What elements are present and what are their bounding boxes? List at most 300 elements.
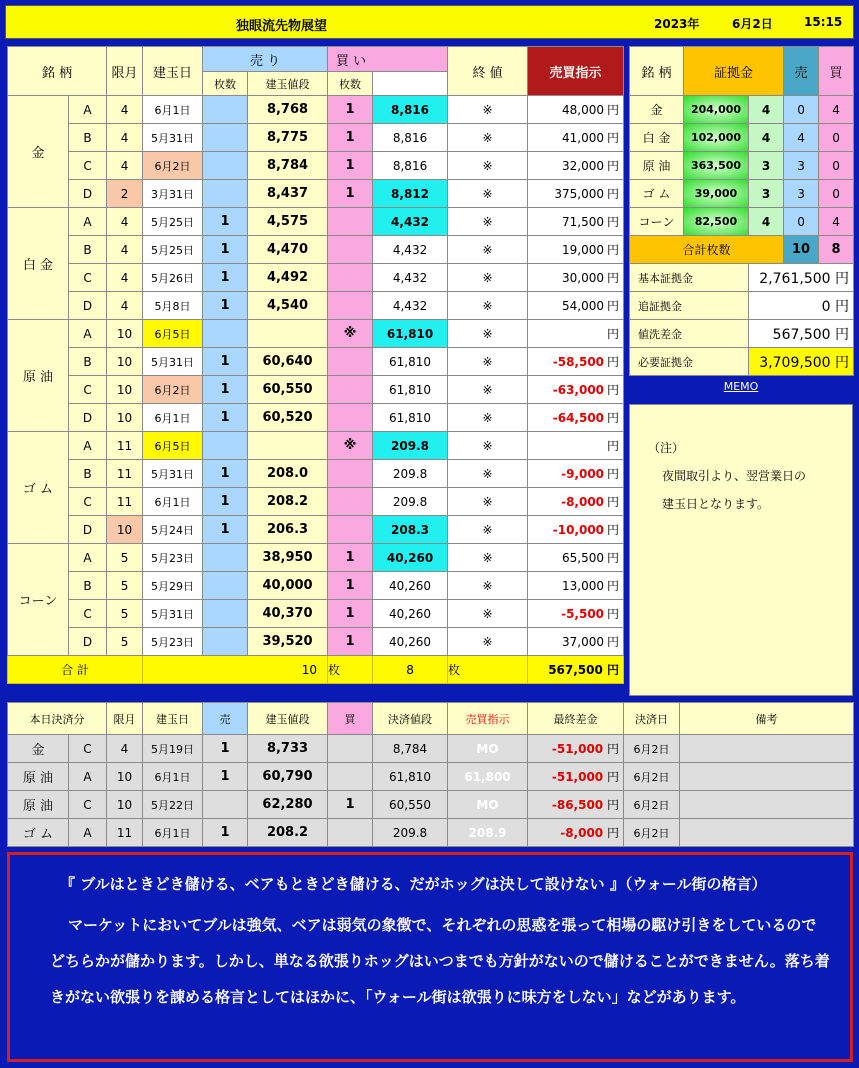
total-buy-unit: 枚: [448, 656, 528, 684]
contract-month: 5: [107, 572, 143, 600]
total-sell-unit: 枚: [328, 656, 373, 684]
buy-count: [328, 460, 373, 488]
contract-month: 11: [107, 432, 143, 460]
open-price: 4,575: [248, 208, 328, 236]
contract-month: 4: [107, 124, 143, 152]
buy-count: [328, 516, 373, 544]
sell-count: [203, 432, 248, 460]
side-buy-count: 0: [819, 124, 854, 152]
positions-table: [7, 46, 624, 684]
sell-count: 1: [203, 735, 248, 763]
closed-col-sell: 売: [203, 703, 248, 735]
position-row: [8, 600, 624, 628]
open-price: 39,520: [248, 628, 328, 656]
closed-col-price: 建玉値段: [248, 703, 328, 735]
sell-count: [203, 628, 248, 656]
total-count-label: 合計枚数: [630, 236, 784, 264]
contract-label: A: [69, 208, 107, 236]
trade-instruction: MO: [448, 791, 528, 819]
buy-count: [328, 404, 373, 432]
deposit-count: 4: [749, 208, 784, 236]
pnl-cell: [528, 460, 624, 488]
contract-month: 5: [107, 600, 143, 628]
commodity-name: 白 金: [8, 208, 69, 320]
col-close: 終 値: [448, 47, 528, 96]
settle-price: 209.8: [373, 819, 448, 847]
pnl-value: -10,000: [552, 523, 605, 537]
contract-month: 4: [107, 735, 143, 763]
closed-row: [8, 819, 854, 847]
summary-value: 3,709,500: [759, 354, 831, 371]
sell-count: 1: [203, 819, 248, 847]
side-sell-count: 3: [784, 152, 819, 180]
settle-date: 6月2日: [624, 735, 680, 763]
pnl-value: 30,000: [562, 271, 605, 285]
position-row: [8, 404, 624, 432]
settle-price: 8,784: [373, 735, 448, 763]
contract-label: B: [69, 572, 107, 600]
open-date: 5月19日: [143, 735, 203, 763]
summary-row: [630, 348, 854, 376]
position-row: [8, 572, 624, 600]
pnl-value: -8,000: [561, 495, 605, 509]
close-price: 4,432: [373, 292, 448, 320]
trade-instruction[interactable]: ※: [448, 628, 528, 656]
open-date: 6月2日: [143, 152, 203, 180]
contract-label: A: [69, 544, 107, 572]
yen-unit: 円: [835, 270, 850, 287]
close-price: 4,432: [373, 236, 448, 264]
commodity-name: 金: [8, 96, 69, 208]
side-col-buy: 買: [819, 47, 854, 96]
sell-count: 1: [203, 516, 248, 544]
pnl-cell: [528, 488, 624, 516]
buy-count: 1: [328, 152, 373, 180]
commodity-name: ゴ ム: [8, 432, 69, 544]
trade-instruction[interactable]: ※: [448, 488, 528, 516]
trade-instruction[interactable]: ※: [448, 208, 528, 236]
contract-month: 4: [107, 264, 143, 292]
buy-count: [328, 735, 373, 763]
close-price: 40,260: [373, 628, 448, 656]
open-price: 62,280: [248, 791, 328, 819]
position-row: [8, 124, 624, 152]
side-buy-count: 0: [819, 152, 854, 180]
position-row: [8, 208, 624, 236]
open-price: 60,550: [248, 376, 328, 404]
contract-month: 11: [107, 460, 143, 488]
contract-month: 4: [107, 96, 143, 124]
contract-month: 10: [107, 376, 143, 404]
side-col-sell: 売: [784, 47, 819, 96]
margin-row: [630, 124, 854, 152]
open-price: 206.3: [248, 516, 328, 544]
sell-count: [203, 180, 248, 208]
title-bar: [5, 5, 854, 39]
closed-row: [8, 763, 854, 791]
open-price: 60,640: [248, 348, 328, 376]
summary-row: [630, 292, 854, 320]
notes: [680, 819, 854, 847]
open-date: 5月24日: [143, 516, 203, 544]
sell-count: 1: [203, 763, 248, 791]
contract-month: 4: [107, 152, 143, 180]
trade-instruction[interactable]: ※: [448, 348, 528, 376]
position-row: [8, 236, 624, 264]
final-pnl: -51,000: [551, 770, 604, 784]
total-sell-count: 10: [784, 236, 819, 264]
commodity-name: ゴ ム: [8, 819, 69, 847]
margin-table: [629, 46, 854, 376]
col-price: 建玉値段: [248, 72, 328, 96]
open-price: 208.0: [248, 460, 328, 488]
summary-label: 必要証拠金: [630, 348, 749, 376]
trade-instruction[interactable]: ※: [448, 124, 528, 152]
trade-instruction[interactable]: ※: [448, 572, 528, 600]
contract-label: B: [69, 348, 107, 376]
contract-label: C: [69, 488, 107, 516]
yen-unit: 円: [607, 663, 620, 677]
open-date: 5月31日: [143, 348, 203, 376]
commodity-name: 原 油: [8, 320, 69, 432]
open-date: 6月1日: [143, 488, 203, 516]
sell-count: 1: [203, 208, 248, 236]
position-row: [8, 96, 624, 124]
contract-month: 11: [107, 488, 143, 516]
buy-count: 1: [328, 791, 373, 819]
contract-label: A: [69, 763, 107, 791]
yen-unit: 円: [607, 467, 620, 481]
summary-row: [630, 264, 854, 292]
side-sell-count: 0: [784, 208, 819, 236]
close-price: 8,816: [373, 96, 448, 124]
yen-unit: 円: [607, 523, 620, 537]
close-price: 61,810: [373, 348, 448, 376]
open-date: 6月1日: [143, 819, 203, 847]
final-pnl: -8,000: [560, 826, 604, 840]
memo-line: 夜間取引より、翌営業日の: [662, 469, 807, 483]
final-pnl-cell: [528, 735, 624, 763]
pnl-cell: [528, 404, 624, 432]
notes: [680, 763, 854, 791]
commodity-name: 原 油: [8, 791, 69, 819]
open-date: 5月29日: [143, 572, 203, 600]
sell-count: 1: [203, 404, 248, 432]
side-sell-count: 3: [784, 180, 819, 208]
open-date: 6月1日: [143, 763, 203, 791]
close-price: 209.8: [373, 460, 448, 488]
final-pnl: -51,000: [551, 742, 604, 756]
deposit-value: 39,000: [684, 180, 749, 208]
trade-instruction[interactable]: ※: [448, 600, 528, 628]
position-row: [8, 320, 624, 348]
open-date: 5月23日: [143, 544, 203, 572]
deposit-value: 82,500: [684, 208, 749, 236]
buy-count: [328, 208, 373, 236]
closed-col-settle: 決済値段: [373, 703, 448, 735]
open-date: 6月5日: [143, 432, 203, 460]
pnl-cell: [528, 628, 624, 656]
buy-count: 1: [328, 180, 373, 208]
sell-count: 1: [203, 460, 248, 488]
yen-unit: 円: [606, 770, 619, 784]
side-sell-count: 4: [784, 124, 819, 152]
contract-month: 4: [107, 208, 143, 236]
trade-instruction: 208.9: [448, 819, 528, 847]
pnl-cell: [528, 376, 624, 404]
trade-instruction-button[interactable]: 売買指示: [528, 47, 624, 96]
yen-unit: 円: [607, 635, 620, 649]
contract-month: 10: [107, 763, 143, 791]
col-sell-count: 枚数: [203, 72, 248, 96]
close-price: 4,432: [373, 264, 448, 292]
close-price: 209.8: [373, 432, 448, 460]
contract-month: 10: [107, 348, 143, 376]
pnl-cell: [528, 208, 624, 236]
deposit-count: 4: [749, 96, 784, 124]
commodity-name: コーン: [8, 544, 69, 656]
contract-label: D: [69, 180, 107, 208]
trade-instruction[interactable]: ※: [448, 376, 528, 404]
summary-value: 567,500: [772, 326, 831, 343]
yen-unit: 円: [607, 355, 620, 369]
position-row: [8, 516, 624, 544]
open-price: 60,520: [248, 404, 328, 432]
deposit-count: 3: [749, 180, 784, 208]
pnl-cell: [528, 264, 624, 292]
summary-value-cell: [749, 348, 854, 376]
contract-label: B: [69, 124, 107, 152]
close-price: 61,810: [373, 320, 448, 348]
sell-count: [203, 572, 248, 600]
closed-row: [8, 791, 854, 819]
open-price: 8,784: [248, 152, 328, 180]
open-date: 5月25日: [143, 236, 203, 264]
contract-label: A: [69, 432, 107, 460]
yen-unit: 円: [607, 271, 620, 285]
pnl-value: 375,000: [554, 187, 605, 201]
open-price: 4,540: [248, 292, 328, 320]
side-sell-count: 0: [784, 96, 819, 124]
sell-count: 1: [203, 376, 248, 404]
open-price: 8,733: [248, 735, 328, 763]
sell-count: [203, 544, 248, 572]
close-price: 8,812: [373, 180, 448, 208]
trade-instruction: 61,800: [448, 763, 528, 791]
col-buy-count: 枚数: [328, 72, 373, 96]
contract-month: 4: [107, 236, 143, 264]
settle-date: 6月2日: [624, 791, 680, 819]
buy-count: [328, 348, 373, 376]
yen-unit: 円: [607, 103, 620, 117]
trade-instruction[interactable]: ※: [448, 292, 528, 320]
close-price: 61,810: [373, 404, 448, 432]
side-col-deposit: 証拠金: [684, 47, 784, 96]
contract-label: D: [69, 628, 107, 656]
position-row: [8, 376, 624, 404]
contract-month: 10: [107, 516, 143, 544]
contract-month: 10: [107, 791, 143, 819]
buy-count: ※: [328, 432, 373, 460]
open-date: 5月26日: [143, 264, 203, 292]
summary-label: 基本証拠金: [630, 264, 749, 292]
sell-count: 1: [203, 292, 248, 320]
yen-unit: 円: [607, 299, 620, 313]
closed-col-name: 本日決済分: [8, 703, 107, 735]
notes: [680, 735, 854, 763]
trade-instruction: MO: [448, 735, 528, 763]
yen-unit: 円: [606, 798, 619, 812]
open-price: 4,470: [248, 236, 328, 264]
yen-unit: 円: [835, 326, 850, 343]
final-pnl-cell: [528, 791, 624, 819]
position-row: [8, 348, 624, 376]
buy-count: 1: [328, 600, 373, 628]
closed-col-month: 限月: [107, 703, 143, 735]
position-row: [8, 460, 624, 488]
trade-instruction[interactable]: ※: [448, 516, 528, 544]
date-label: 6月2日: [732, 17, 773, 31]
close-price: 61,810: [373, 376, 448, 404]
sell-count: [203, 791, 248, 819]
total-row: [8, 656, 624, 684]
pnl-cell: [528, 152, 624, 180]
side-col-meigara: 銘 柄: [630, 47, 684, 96]
open-price: 40,000: [248, 572, 328, 600]
commodity-name: コーン: [630, 208, 684, 236]
pnl-value: 54,000: [562, 299, 605, 313]
open-price: 8,768: [248, 96, 328, 124]
pnl-value: 48,000: [562, 103, 605, 117]
trade-instruction[interactable]: ※: [448, 544, 528, 572]
pnl-value: 65,500: [562, 551, 605, 565]
open-date: 6月2日: [143, 376, 203, 404]
buy-count: [328, 763, 373, 791]
position-row: [8, 152, 624, 180]
close-price: 8,816: [373, 152, 448, 180]
open-price: 208.2: [248, 488, 328, 516]
yen-unit: 円: [607, 495, 620, 509]
trade-instruction[interactable]: ※: [448, 180, 528, 208]
deposit-value: 363,500: [684, 152, 749, 180]
trade-instruction[interactable]: ※: [448, 236, 528, 264]
buy-count: [328, 292, 373, 320]
total-pnl: 567,500: [548, 663, 603, 677]
margin-total-row: [630, 236, 854, 264]
commodity-name: 原 油: [630, 152, 684, 180]
close-price: 8,816: [373, 124, 448, 152]
pnl-cell: [528, 572, 624, 600]
closed-col-buy: 買: [328, 703, 373, 735]
side-buy-count: 4: [819, 208, 854, 236]
commodity-name: 白 金: [630, 124, 684, 152]
margin-row: [630, 180, 854, 208]
total-sell: 10: [143, 656, 328, 684]
open-date: 6月1日: [143, 96, 203, 124]
commodity-name: 原 油: [8, 763, 69, 791]
summary-value-cell: [749, 292, 854, 320]
position-row: [8, 432, 624, 460]
summary-value-cell: [749, 320, 854, 348]
trade-instruction[interactable]: ※: [448, 320, 528, 348]
contract-month: 2: [107, 180, 143, 208]
contract-label: A: [69, 96, 107, 124]
yen-unit: 円: [607, 383, 620, 397]
closed-col-date: 建玉日: [143, 703, 203, 735]
position-row: [8, 292, 624, 320]
pnl-value: 13,000: [562, 579, 605, 593]
quote-body: マーケットにおいてブルは強気、ベアは弱気の象徴で、それぞれの思惑を張って相場の駆け引きをしているのでどちらかが儲かります。しかし、単なる欲張りホッグはいつまでも方針がないので儲けることができません。落ち着きがない欲張りを諌める格言としてはほかに、「ウォール街は欲張りに味方をしない」などがあります。: [50, 916, 830, 1006]
total-label: 合 計: [8, 656, 143, 684]
pnl-cell: [528, 180, 624, 208]
total-buy: 8: [373, 656, 448, 684]
memo-line: 建玉日となります。: [662, 497, 770, 511]
margin-row: [630, 152, 854, 180]
quote-title: 『 ブルはときどき儲ける、ベアもときどき儲ける、だがホッグは決して設けない 』（ウォール街の格言）: [60, 875, 767, 893]
contract-label: C: [69, 264, 107, 292]
yen-unit: 円: [606, 742, 619, 756]
final-pnl-cell: [528, 763, 624, 791]
close-price: 40,260: [373, 600, 448, 628]
memo-panel: [629, 404, 853, 696]
trade-instruction[interactable]: ※: [448, 96, 528, 124]
open-date: 5月25日: [143, 208, 203, 236]
sell-count: [203, 320, 248, 348]
buy-count: [328, 819, 373, 847]
margin-row: [630, 96, 854, 124]
settle-date: 6月2日: [624, 819, 680, 847]
open-date: 5月8日: [143, 292, 203, 320]
total-pnl-cell: [528, 656, 624, 684]
memo-link[interactable]: MEMO: [723, 380, 759, 393]
open-date: 3月31日: [143, 180, 203, 208]
yen-unit: 円: [607, 411, 620, 425]
contract-month: 10: [107, 320, 143, 348]
memo-note: （注）: [648, 441, 685, 455]
yen-unit: 円: [607, 243, 620, 257]
close-price: 208.3: [373, 516, 448, 544]
trade-instruction[interactable]: ※: [448, 152, 528, 180]
page-title: 独眼流先物展望: [236, 19, 328, 34]
buy-count: 1: [328, 572, 373, 600]
open-price: 8,775: [248, 124, 328, 152]
trade-instruction[interactable]: ※: [448, 460, 528, 488]
trade-instruction[interactable]: ※: [448, 432, 528, 460]
buy-count: 1: [328, 96, 373, 124]
contract-label: C: [69, 152, 107, 180]
open-price: 8,437: [248, 180, 328, 208]
pnl-cell: [528, 96, 624, 124]
buy-count: 1: [328, 544, 373, 572]
trade-instruction[interactable]: ※: [448, 264, 528, 292]
open-price: 4,492: [248, 264, 328, 292]
sell-count: [203, 124, 248, 152]
commodity-name: 金: [8, 735, 69, 763]
trade-instruction[interactable]: ※: [448, 404, 528, 432]
contract-month: 4: [107, 292, 143, 320]
yen-unit: 円: [607, 131, 620, 145]
pnl-cell: [528, 320, 624, 348]
yen-unit: 円: [607, 159, 620, 173]
time-label: 15:15: [804, 15, 843, 29]
sell-count: [203, 96, 248, 124]
settle-date: 6月2日: [624, 763, 680, 791]
year-label: 2023年: [654, 17, 700, 31]
pnl-cell: [528, 600, 624, 628]
col-buy: 買 い: [328, 47, 448, 72]
position-row: [8, 488, 624, 516]
closed-col-instruction: 売買指示: [448, 703, 528, 735]
